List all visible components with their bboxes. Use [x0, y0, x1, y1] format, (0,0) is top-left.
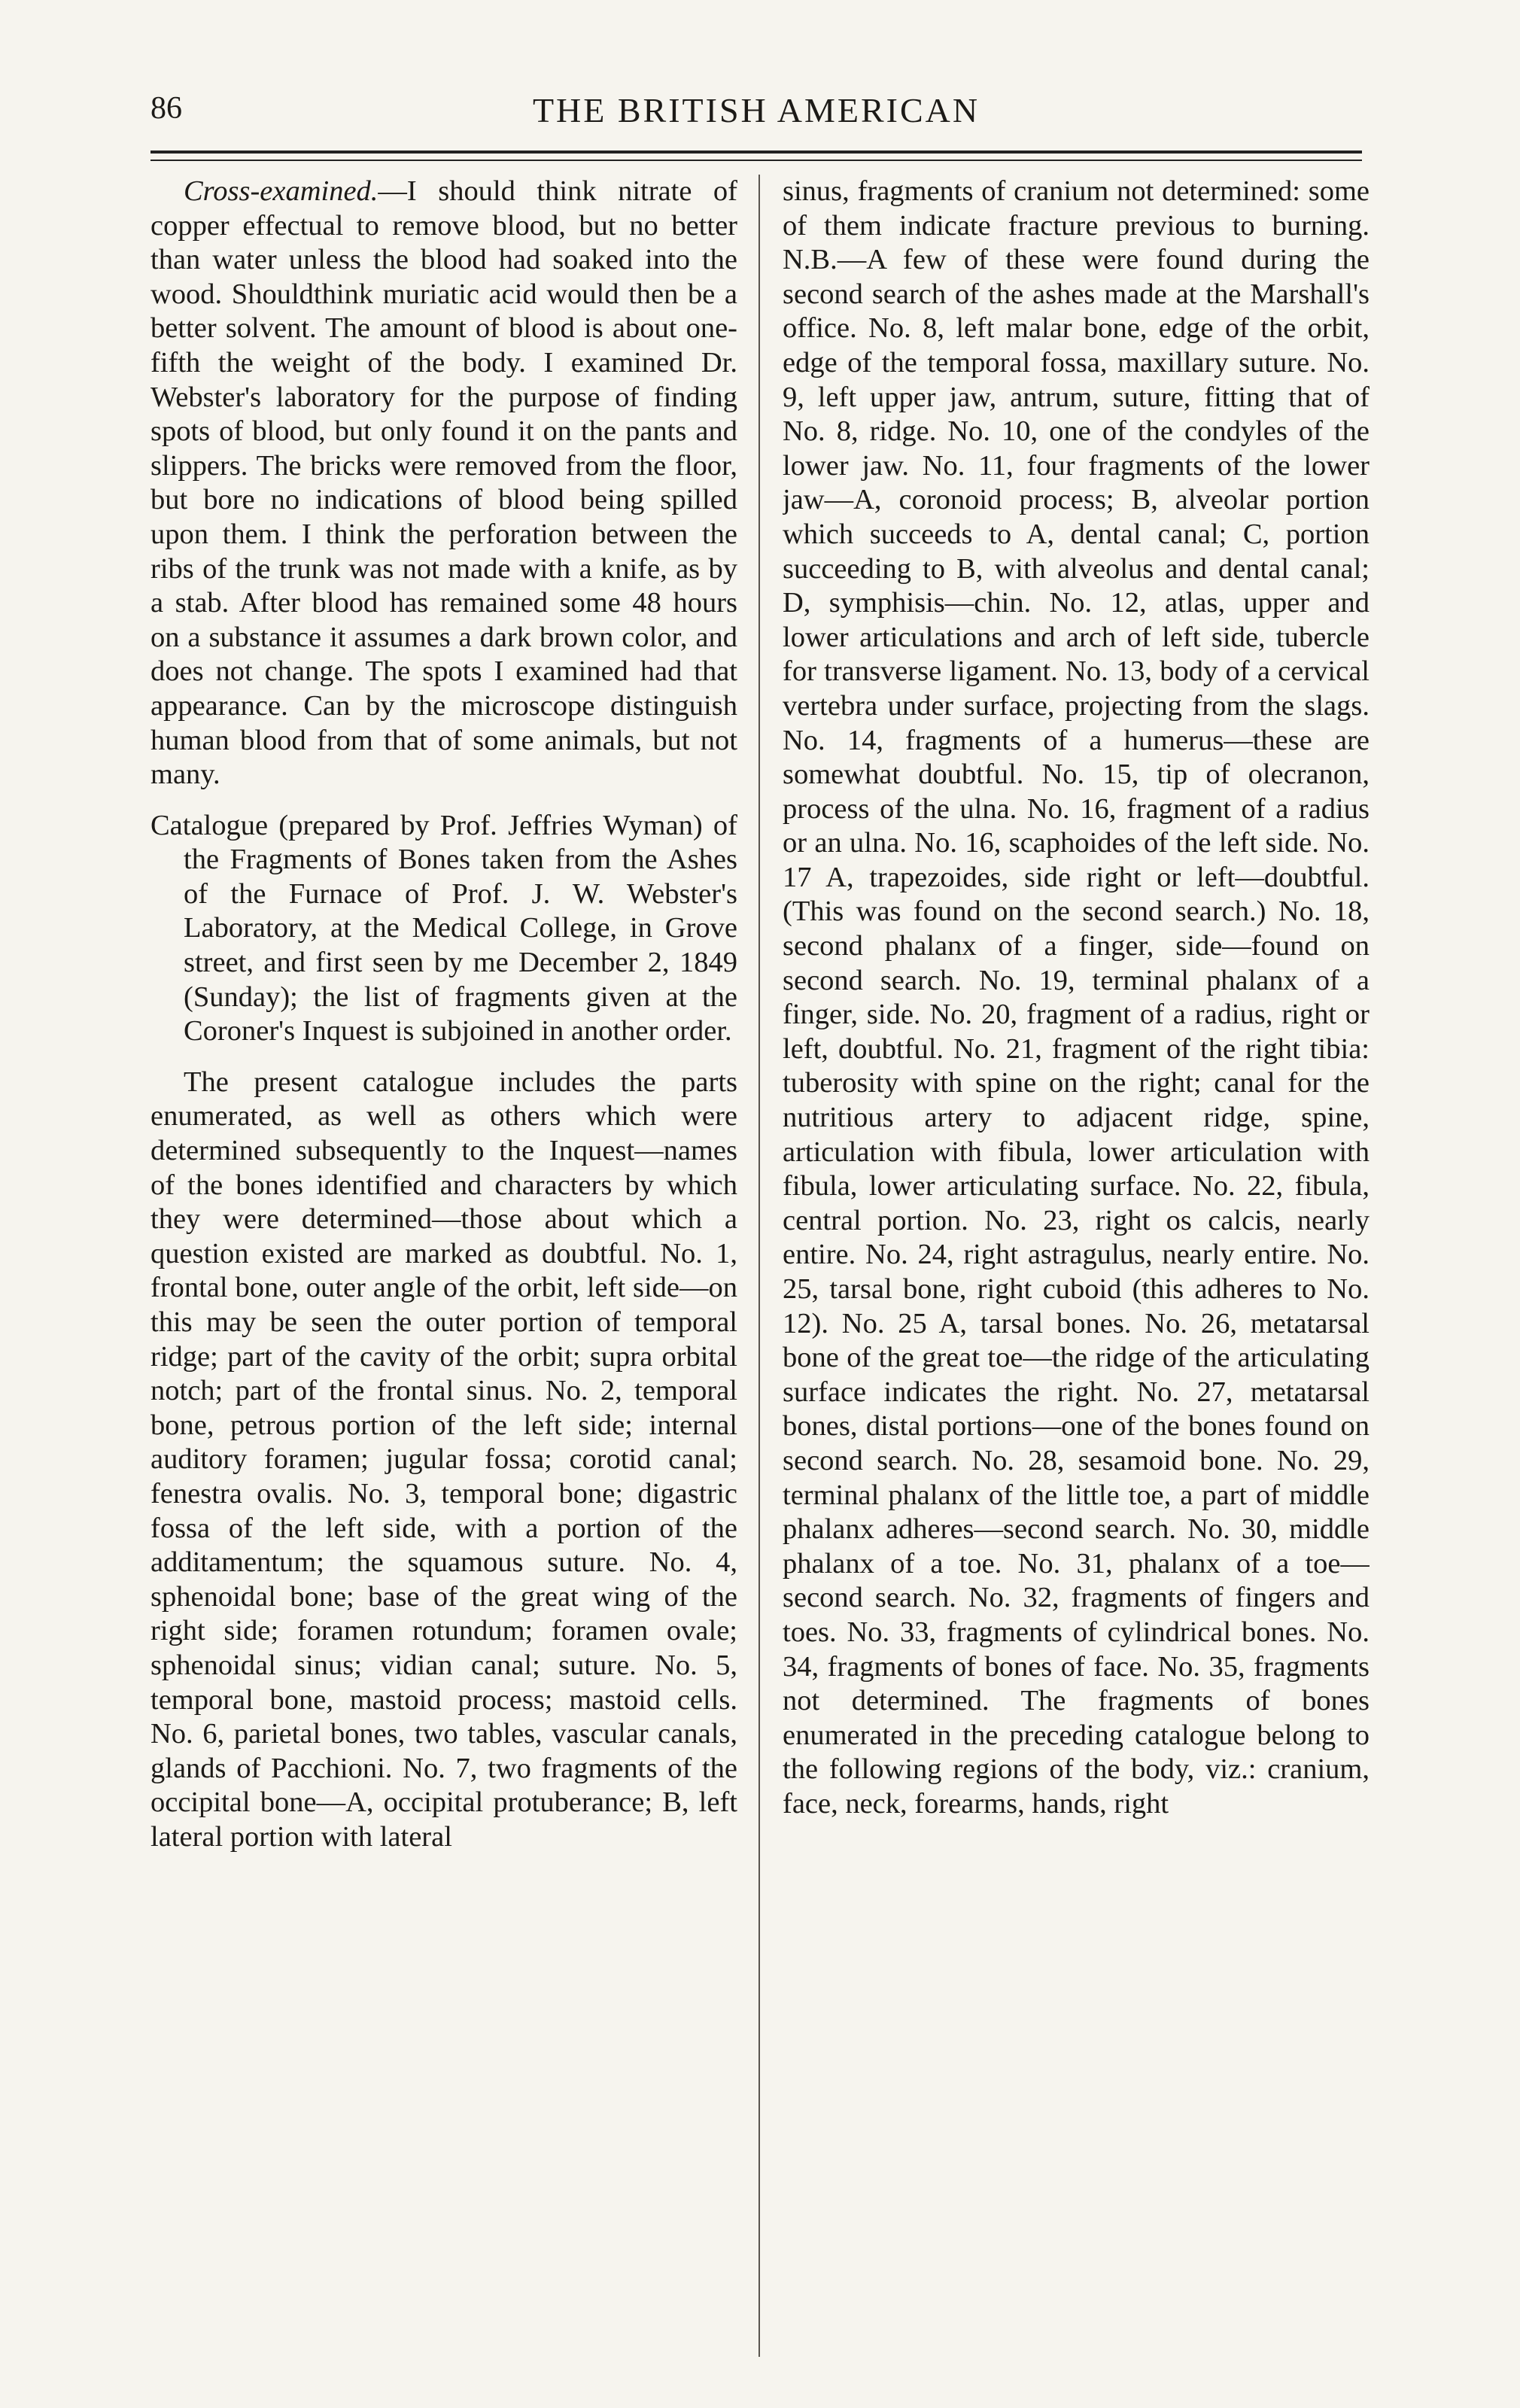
page-header [150, 90, 1362, 143]
running-title: THE BRITISH AMERICAN [532, 91, 980, 129]
left-column [150, 175, 737, 2364]
header-rule-thin [150, 160, 1362, 161]
catalogue-title-paragraph: Catalogue (prepared by Prof. Jeffries Wyman) of the Fragments of Bones taken from the Ashes of the Furnace of Prof. J. W. Webster's Laboratory, at the Medical College, in Grove street, and first seen by me December 2, 1849 (Sunday); the list of fragments given at the Coroner's Inquest is subjoined in another order. [150, 809, 737, 1047]
cross-examined-heading: Cross-examined. [184, 175, 378, 207]
cross-examination-text: —I should think nitrate of copper effectual to remove blood, but no better than water unless the blood had soaked into the wood. Shouldthink muriatic acid would then be a better solvent. The amount of blood is about one-fifth the weight of the body. I examined Dr. Webster's laboratory for the purpose of finding spots of blood, but only found it on the pants and slippers. The bricks were removed from the floor, but bore no indications of blood being spilled upon them. I think the perforation between the ribs of the trunk was not made with a knife, as by a stab. After blood has remained some 48 hours on a substance it assumes a dark brown color, and does not change. The spots I examined had that appearance. Can by the microscope distinguish human blood from that of some animals, but not many. [150, 175, 737, 791]
column-divider [758, 175, 760, 2357]
catalogue-continued-paragraph: sinus, fragments of cranium not determined: some of them indicate fracture previous to burning. N.B.—A few of these were found during the second search of the ashes made at the Marshall's office. No. 8, left malar bone, edge of the orbit, edge of the temporal fossa, maxillary suture. No. 9, left upper jaw, antrum, suture, fitting that of No. 8, ridge. No. 10, one of the condyles of the lower jaw. No. 11, four fragments of the lower jaw—A, coronoid process; B, alveolar portion which succeeds to A, dental canal; C, portion succeeding to B, with alveolus and dental canal; D, symphisis—chin. No. 12, atlas, upper and lower articulations and arch of left side, tubercle for transverse ligament. No. 13, body of a cervical vertebra under surface, projecting from the slags. No. 14, fragments of a humerus—these are somewhat doubtful. No. 15, tip of olecranon, process of the ulna. No. 16, fragment of a radius or an ulna. No. 16, scaphoides of the left side. No. 17 A, trapezoides, side right or left—doubtful. (This was found on the second search.) No. 18, second phalanx of a finger, side—found on second search. No. 19, terminal phalanx of a finger, side. No. 20, fragment of a radius, right or left, doubtful. No. 21, fragment of the right tibia: tuberosity with spine on the right; canal for the nutritious artery to adjacent ridge, spine, articulation with fibula, lower articulation with fibula, lower articulating surface. No. 22, fibula, central portion. No. 23, right os calcis, nearly entire. No. 24, right astragulus, nearly entire. No. 25, tarsal bone, right cuboid (this adheres to No. 12). No. 25 A, tarsal bones. No. 26, metatarsal bone of the great toe—the ridge of the articulating surface indicates the right. No. 27, metatarsal bones, distal portions—one of the bones found on second search. No. 28, sesamoid bone. No. 29, terminal phalanx of the little toe, a part of middle phalanx adheres—second search. No. 30, middle phalanx of a toe. No. 31, phalanx of a toe—second search. No. 32, fragments of fingers and toes. No. 33, fragments of cylindrical bones. No. 34, fragments of bones of face. No. 35, fragments not determined. The fragments of bones enumerated in the preceding catalogue belong to the following regions of the body, viz.: cranium, face, neck, forearms, hands, right [783, 175, 1370, 1820]
page-number: 86 [150, 91, 182, 126]
header-rule-thick [150, 150, 1362, 154]
cross-examination-paragraph [150, 175, 737, 792]
right-column [783, 175, 1370, 2364]
catalogue-intro-paragraph: The present catalogue includes the parts enumerated, as well as others which were determined subsequently to the Inquest—names of the bones identified and characters by which they were determined—those about which a question existed are marked as doubtful. No. 1, frontal bone, outer angle of the orbit, left side—on this may be seen the outer portion of temporal ridge; part of the cavity of the orbit; supra orbital notch; part of the frontal sinus. No. 2, temporal bone, petrous portion of the left side; internal auditory foramen; jugular fossa; corotid canal; fenestra ovalis. No. 3, temporal bone; digastric fossa of the left side, with a portion of the additamentum; the squamous suture. No. 4, sphenoidal bone; base of the great wing of the right side; foramen rotundum; foramen ovale; sphenoidal sinus; vidian canal; suture. No. 5, temporal bone, mastoid process; mastoid cells. No. 6, parietal bones, two tables, vascular canals, glands of Pacchioni. No. 7, two fragments of the occipital bone—A, occipital protuberance; B, left lateral portion with lateral [150, 1066, 737, 1853]
